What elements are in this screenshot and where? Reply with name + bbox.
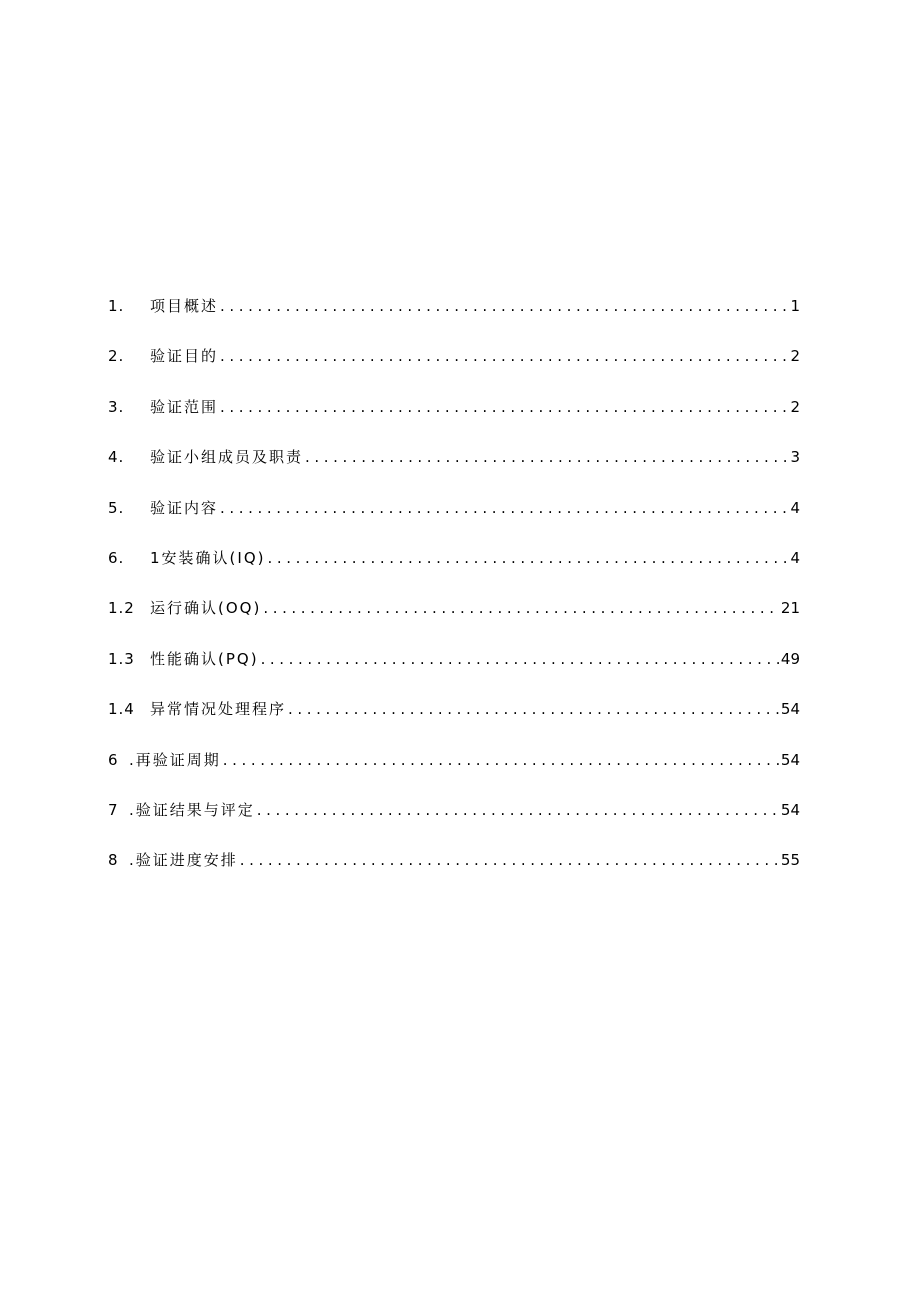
toc-dot-leader (261, 644, 779, 674)
toc-entry-page: 55 (780, 851, 800, 870)
toc-entry-page: 2 (790, 347, 800, 366)
toc-entry-number: 7 (108, 800, 119, 819)
toc-dot-leader (267, 543, 788, 573)
toc-entry-title: 运行确认(OQ) (150, 599, 262, 618)
toc-entry[interactable] (108, 644, 800, 694)
toc-entry-page: 4 (790, 548, 800, 567)
toc-entry[interactable] (108, 845, 800, 895)
toc-entry-page: 1 (790, 297, 800, 315)
toc-dot-leader (220, 392, 788, 422)
toc-entry-title: 验证内容 (150, 498, 219, 517)
toc-entry-number: 1.4 (108, 700, 135, 719)
toc-entry[interactable] (108, 745, 800, 795)
toc-entry[interactable] (108, 795, 800, 845)
toc-entry[interactable] (108, 291, 800, 341)
toc-dot-leader (257, 795, 779, 825)
toc-entry-page: 3 (790, 448, 800, 467)
toc-entry-page: 21 (780, 599, 800, 618)
toc-entry-title: 验证目的 (150, 347, 219, 366)
toc-entry-title: .再验证周期 (129, 750, 221, 769)
toc-entry-title: 项目概述 (150, 297, 219, 315)
toc-entry[interactable] (108, 543, 800, 593)
toc-entry-page: 54 (780, 700, 800, 719)
toc-entry-title: .验证结果与评定 (129, 800, 255, 819)
toc-entry-title: 1安装确认(IQ) (150, 548, 266, 567)
toc-entry-number: 1.3 (108, 649, 135, 668)
toc-entry-title: .验证进度安排 (129, 851, 238, 870)
toc-dot-leader (220, 493, 788, 523)
toc-entry-page: 54 (780, 800, 800, 819)
toc-entry-number: 8 (108, 851, 119, 870)
toc-entry-number: 3. (108, 397, 125, 416)
toc-entry[interactable] (108, 392, 800, 442)
table-of-contents (108, 291, 800, 896)
toc-entry[interactable] (108, 593, 800, 643)
toc-entry-number: 1.2 (108, 599, 135, 618)
toc-entry-number: 2. (108, 347, 125, 366)
toc-entry-title: 验证小组成员及职责 (150, 448, 304, 467)
toc-entry-number: 5. (108, 498, 125, 517)
toc-entry[interactable] (108, 694, 800, 744)
toc-entry-title: 验证范围 (150, 397, 219, 416)
toc-dot-leader (240, 845, 779, 875)
toc-entry-number: 1. (108, 297, 125, 315)
toc-entry[interactable] (108, 493, 800, 543)
toc-entry-number: 6. (108, 548, 125, 567)
toc-dot-leader (263, 593, 779, 623)
toc-entry[interactable] (108, 442, 800, 492)
toc-dot-leader (220, 341, 788, 371)
toc-entry-title: 异常情况处理程序 (150, 700, 287, 719)
toc-entry-page: 49 (780, 649, 800, 668)
toc-dot-leader (223, 745, 779, 775)
toc-entry-page: 2 (790, 397, 800, 416)
toc-entry-page: 54 (780, 750, 800, 769)
toc-entry[interactable] (108, 341, 800, 391)
toc-dot-leader (220, 291, 788, 321)
toc-entry-page: 4 (790, 498, 800, 517)
toc-entry-number: 4. (108, 448, 125, 467)
toc-entry-title: 性能确认(PQ) (150, 649, 259, 668)
toc-entry-number: 6 (108, 750, 119, 769)
toc-dot-leader (288, 694, 779, 724)
toc-dot-leader (305, 442, 788, 472)
